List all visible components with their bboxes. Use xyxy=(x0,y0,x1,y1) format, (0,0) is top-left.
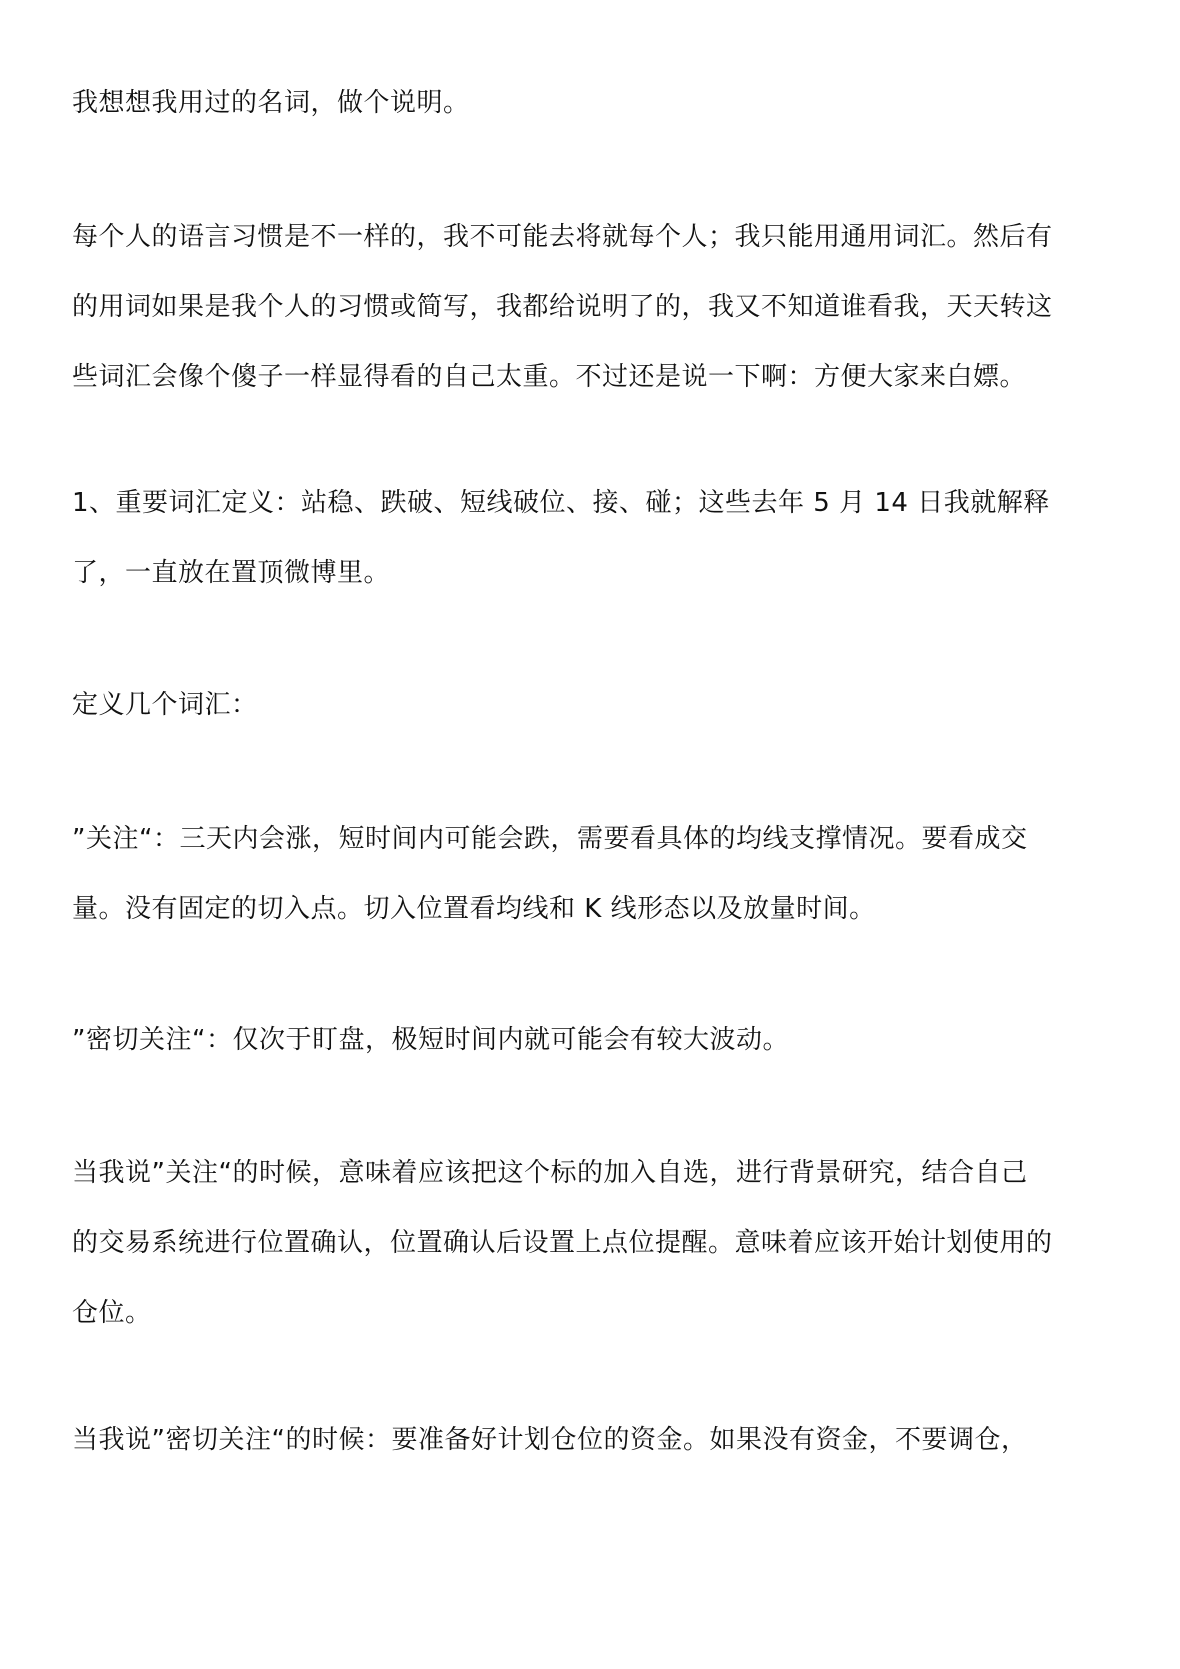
define-terms-heading xyxy=(72,670,1112,740)
text-line: ”关注“：三天内会涨，短时间内可能会跌，需要看具体的均线支撑情况。要看成交 xyxy=(72,824,1028,854)
text-line: 了，一直放在置顶微博里。 xyxy=(72,558,391,588)
when-watch-paragraph xyxy=(72,1138,1112,1348)
text-line: 些词汇会像个傻子一样显得看的自己太重。不过还是说一下啊：方便大家来白嫖。 xyxy=(72,362,1027,392)
text-line: 的用词如果是我个人的习惯或简写，我都给说明了的，我又不知道谁看我，天天转这 xyxy=(72,292,1053,322)
language-habit-paragraph xyxy=(72,202,1112,412)
text-line: 每个人的语言习惯是不一样的，我不可能去将就每个人；我只能用通用词汇。然后有 xyxy=(72,222,1053,252)
text-line: 当我说”关注“的时候，意味着应该把这个标的加入自选，进行背景研究，结合自己 xyxy=(72,1158,1028,1188)
text-line: 定义几个词汇： xyxy=(72,690,258,720)
text-line: 当我说”密切关注“的时候：要准备好计划仓位的资金。如果没有资金，不要调仓， xyxy=(72,1425,1028,1455)
watch-definition-paragraph xyxy=(72,804,1112,944)
text-line: ”密切关注“：仅次于盯盘，极短时间内就可能会有较大波动。 xyxy=(72,1025,789,1055)
intro-paragraph xyxy=(72,68,1112,138)
vocabulary-definition-paragraph xyxy=(72,468,1112,608)
text-line: 我想想我用过的名词，做个说明。 xyxy=(72,88,470,118)
when-close-watch-paragraph xyxy=(72,1405,1112,1475)
text-line: 仓位。 xyxy=(72,1298,152,1328)
text-line: 的交易系统进行位置确认，位置确认后设置上点位提醒。意味着应该开始计划使用的 xyxy=(72,1228,1053,1258)
text-line: 量。没有固定的切入点。切入位置看均线和 K 线形态以及放量时间。 xyxy=(72,894,876,924)
text-line: 1、重要词汇定义：站稳、跌破、短线破位、接、碰；这些去年 5 月 14 日我就解释 xyxy=(72,488,1050,518)
close-watch-definition-paragraph xyxy=(72,1005,1112,1075)
